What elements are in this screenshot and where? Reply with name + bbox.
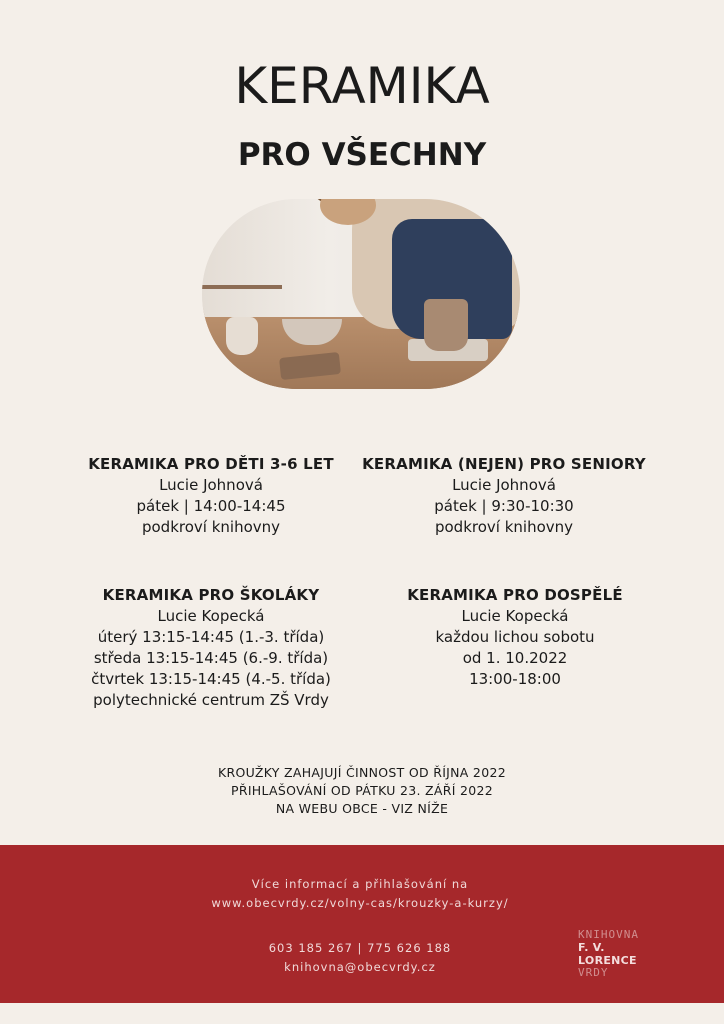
footer-band: [0, 845, 724, 1003]
info-text: Více informací a přihlašování na: [251, 877, 469, 891]
course-time: úterý 13:15-14:45 (1.-3. třída): [97, 628, 325, 646]
logo-bottom-text: VRDY: [578, 966, 609, 979]
start-notice: [0, 764, 724, 818]
course-date: od 1. 10.2022: [462, 649, 568, 667]
notice-line: PŘIHLAŠOVÁNÍ OD PÁTKU 23. ZÁŘÍ 2022: [231, 783, 493, 798]
notice-line: KROUŽKY ZAHAJUJÍ ČINNOST OD ŘÍJNA 2022: [218, 765, 506, 780]
poster-subtitle: PRO VŠECHNY: [237, 137, 487, 173]
email-link[interactable]: knihovna@obecvrdy.cz: [284, 960, 436, 974]
logo-main-text: F. V. LORENCE: [578, 941, 637, 967]
course-time: 13:00-18:00: [469, 670, 561, 688]
course-place: polytechnické centrum ZŠ Vrdy: [93, 691, 329, 709]
course-place: podkroví knihovny: [141, 518, 281, 536]
course-teacher: Lucie Kopecká: [157, 607, 265, 625]
course-time: pátek | 9:30-10:30: [434, 497, 574, 515]
course-place: podkroví knihovny: [434, 518, 574, 536]
course-children: [61, 454, 361, 538]
course-title: KERAMIKA (NEJEN) PRO SENIORY: [362, 455, 646, 473]
course-seniors: [354, 454, 654, 538]
info-block: [160, 875, 560, 913]
bottom-margin: [0, 1003, 724, 1024]
phone-numbers: 603 185 267 | 775 626 188: [268, 941, 452, 955]
course-title: KERAMIKA PRO DĚTI 3-6 LET: [88, 455, 334, 473]
course-pupils: [61, 585, 361, 711]
course-adults: [365, 585, 665, 690]
course-teacher: Lucie Johnová: [452, 476, 556, 494]
library-logo: [578, 928, 654, 979]
logo-top-text: KNIHOVNA: [578, 928, 639, 941]
course-teacher: Lucie Kopecká: [461, 607, 569, 625]
notice-line: NA WEBU OBCE - VIZ NÍŽE: [275, 801, 449, 816]
contact-block: [160, 939, 560, 977]
poster-title: KERAMIKA: [234, 57, 490, 115]
course-title: KERAMIKA PRO ŠKOLÁKY: [102, 586, 320, 604]
course-time: každou lichou sobotu: [435, 628, 595, 646]
course-time: čtvrtek 13:15-14:45 (4.-5. třída): [91, 670, 331, 688]
course-time: pátek | 14:00-14:45: [136, 497, 286, 515]
info-url-link[interactable]: www.obecvrdy.cz/volny-cas/krouzky-a-kurzy/: [211, 896, 509, 910]
course-time: středa 13:15-14:45 (6.-9. třída): [93, 649, 329, 667]
course-title: KERAMIKA PRO DOSPĚLÉ: [407, 586, 623, 604]
pottery-photo: [202, 199, 520, 389]
course-teacher: Lucie Johnová: [159, 476, 263, 494]
